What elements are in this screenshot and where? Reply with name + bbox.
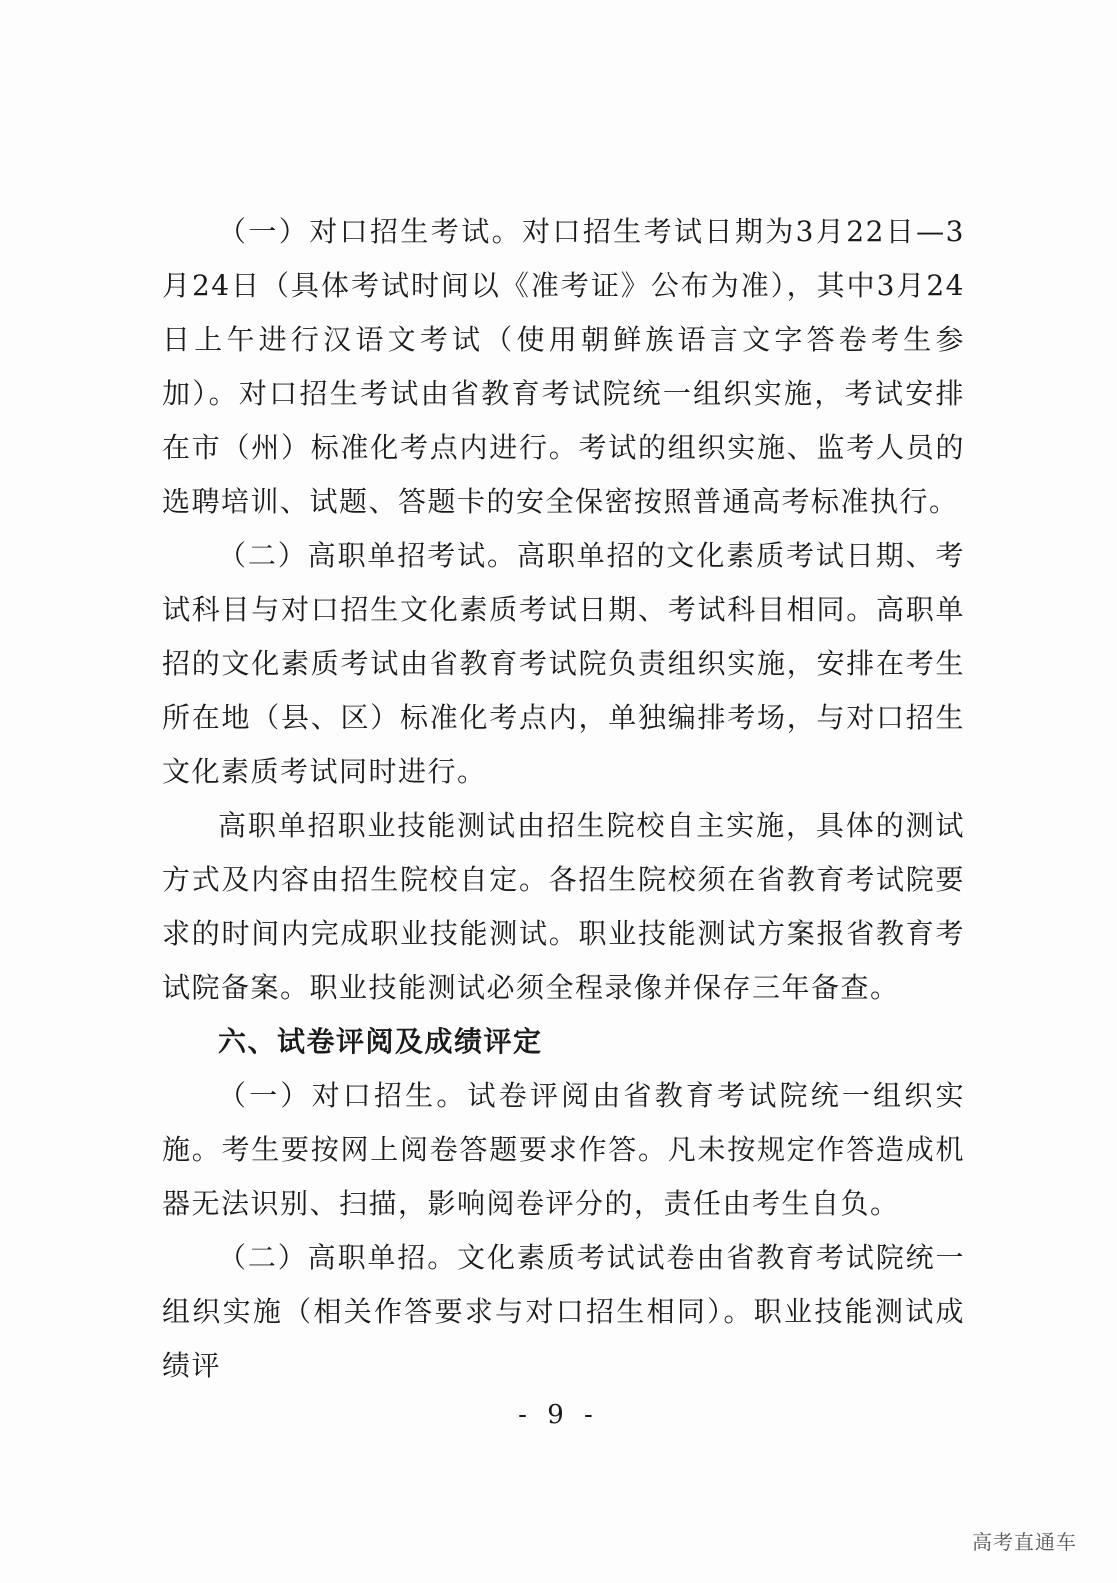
watermark-text: 高考直通车 — [972, 1530, 1077, 1554]
paragraph-gaozhi-exam: （二）高职单招考试。高职单招的文化素质考试日期、考试科目与对口招生文化素质考试日期、考试科目相同。高职单招的文化素质考试由省教育考试院负责组织实施，安排在考生所在地（县、区）标准化考点内，单独编排考场，与对口招生文化素质考试同时进行。 — [162, 539, 965, 788]
paragraph-duikou-exam: （一）对口招生考试。对口招生考试日期为3月22日—3月24日（具体考试时间以《准考证》公布为准），其中3月24日上午进行汉语文考试（使用朝鲜族语言文字答卷考生参加）。对口招生考试由省教育考试院统一组织实施，考试安排在市（州）标准化考点内进行。考试的组织实施、监考人员的选聘培训、试题、答题卡的安全保密按照普通高考标准执行。 — [162, 215, 965, 518]
paragraph-skill-test: 高职单招职业技能测试由招生院校自主实施，具体的测试方式及内容由招生院校自定。各招生院校须在省教育考试院要求的时间内完成职业技能测试。职业技能测试方案报省教育考试院备案。职业技能测试必须全程录像并保存三年备查。 — [162, 809, 965, 1004]
paragraph-gaozhi-grading: （二）高职单招。文化素质考试试卷由省教育考试院统一组织实施（相关作答要求与对口招生相同）。职业技能测试成绩评 — [162, 1241, 965, 1382]
paragraph-duikou-grading: （一）对口招生。试卷评阅由省教育考试院统一组织实施。考生要按网上阅卷答题要求作答。凡未按规定作答造成机器无法识别、扫描，影响阅卷评分的，责任由考生自负。 — [162, 1079, 965, 1220]
section-heading: 六、试卷评阅及成绩评定 — [218, 1025, 543, 1058]
document-body — [162, 205, 965, 1393]
page-number: - 9 - — [518, 1400, 599, 1430]
